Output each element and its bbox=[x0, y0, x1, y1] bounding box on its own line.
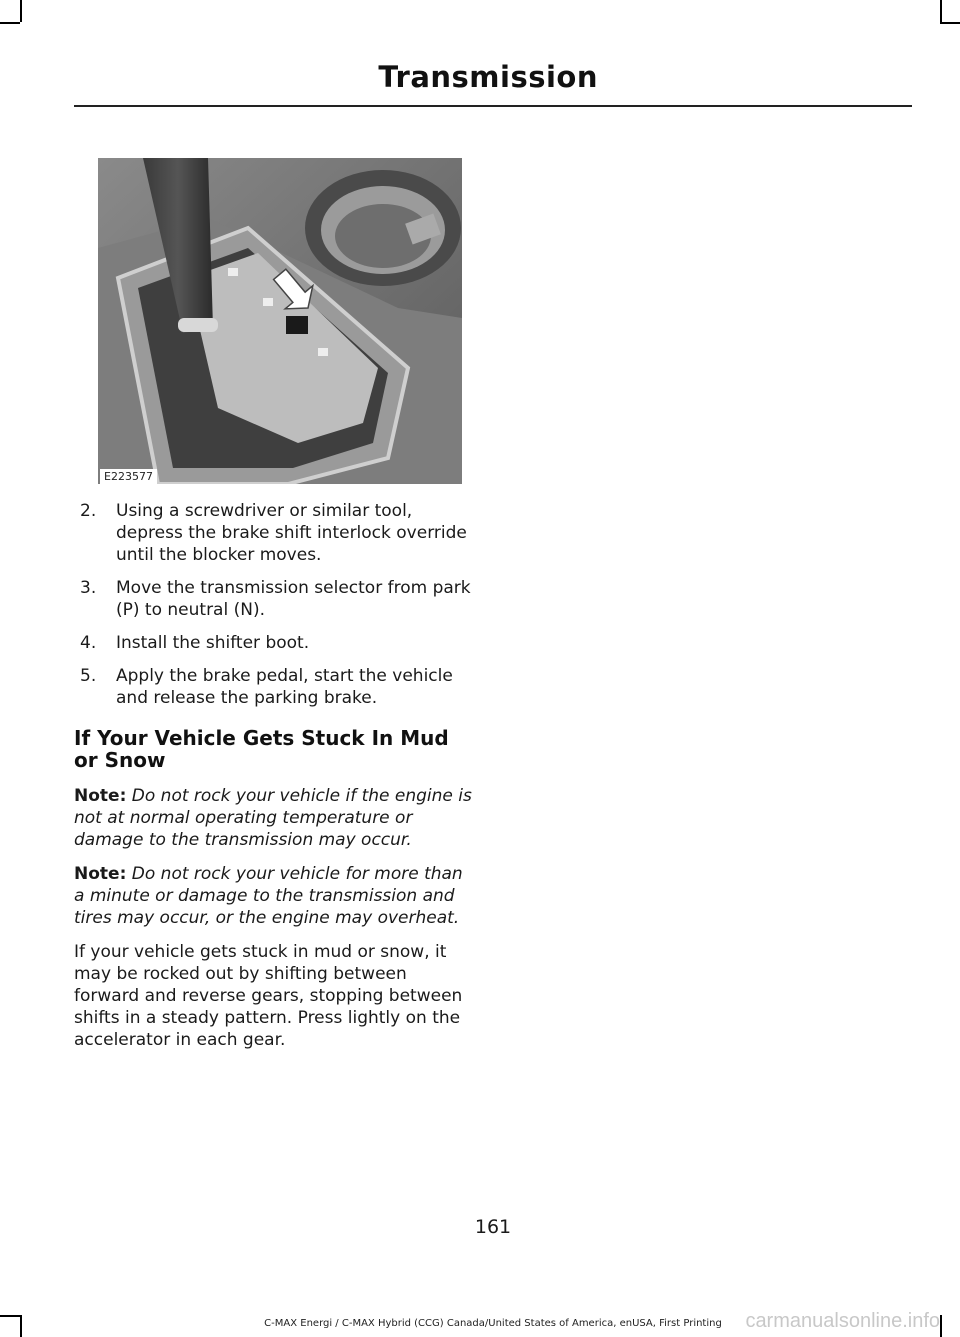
step-text: Using a screwdriver or similar tool, depress the brake shift interlock override until the blocker moves. bbox=[116, 501, 467, 565]
content-column bbox=[74, 500, 476, 1063]
crop-mark bbox=[940, 22, 960, 24]
page-number: 161 bbox=[474, 1216, 512, 1238]
list-item bbox=[74, 665, 476, 709]
watermark: carmanualsonline.info bbox=[745, 1310, 940, 1332]
note-label: Note: bbox=[74, 864, 127, 884]
step-number: 4. bbox=[80, 633, 97, 653]
step-text: Install the shifter boot. bbox=[116, 633, 310, 653]
list-item bbox=[74, 632, 476, 654]
figure-code: E223577 bbox=[100, 469, 157, 484]
list-item bbox=[74, 577, 476, 621]
crop-mark bbox=[20, 0, 22, 22]
list-item bbox=[74, 500, 476, 566]
step-number: 5. bbox=[80, 666, 97, 686]
section-heading: If Your Vehicle Gets Stuck In Mud or Snow bbox=[74, 726, 449, 772]
note-text: Do not rock your vehicle if the engine is not at normal operating temperature or damage to the transmission may occur. bbox=[74, 786, 472, 850]
note-text: Do not rock your vehicle for more than a minute or damage to the transmission and tires may occur, or the engine may overheat. bbox=[74, 864, 463, 928]
page-title: Transmission bbox=[378, 60, 598, 94]
shifter-illustration bbox=[98, 158, 462, 484]
note-label: Note: bbox=[74, 786, 127, 806]
step-text: Move the transmission selector from park (P) to neutral (N). bbox=[116, 578, 471, 620]
header-divider bbox=[74, 105, 912, 107]
step-text: Apply the brake pedal, start the vehicle and release the parking brake. bbox=[116, 666, 453, 708]
step-number: 2. bbox=[80, 501, 97, 521]
note-paragraph bbox=[74, 863, 476, 929]
shifter-interlock-figure bbox=[98, 158, 462, 484]
crop-mark bbox=[940, 0, 942, 22]
body-paragraph: If your vehicle gets stuck in mud or snow, it may be rocked out by shifting between forward and reverse gears, stopping between shifts in a steady pattern. Press lightly on the accelerator in each gear. bbox=[74, 942, 463, 1050]
footer-text: C-MAX Energi / C-MAX Hybrid (CCG) Canada/United States of America, enUSA, First Printing bbox=[264, 1318, 722, 1329]
crop-mark bbox=[0, 22, 20, 24]
step-number: 3. bbox=[80, 578, 97, 598]
note-paragraph bbox=[74, 785, 476, 851]
crop-mark bbox=[0, 1315, 20, 1317]
procedure-steps bbox=[74, 500, 476, 709]
